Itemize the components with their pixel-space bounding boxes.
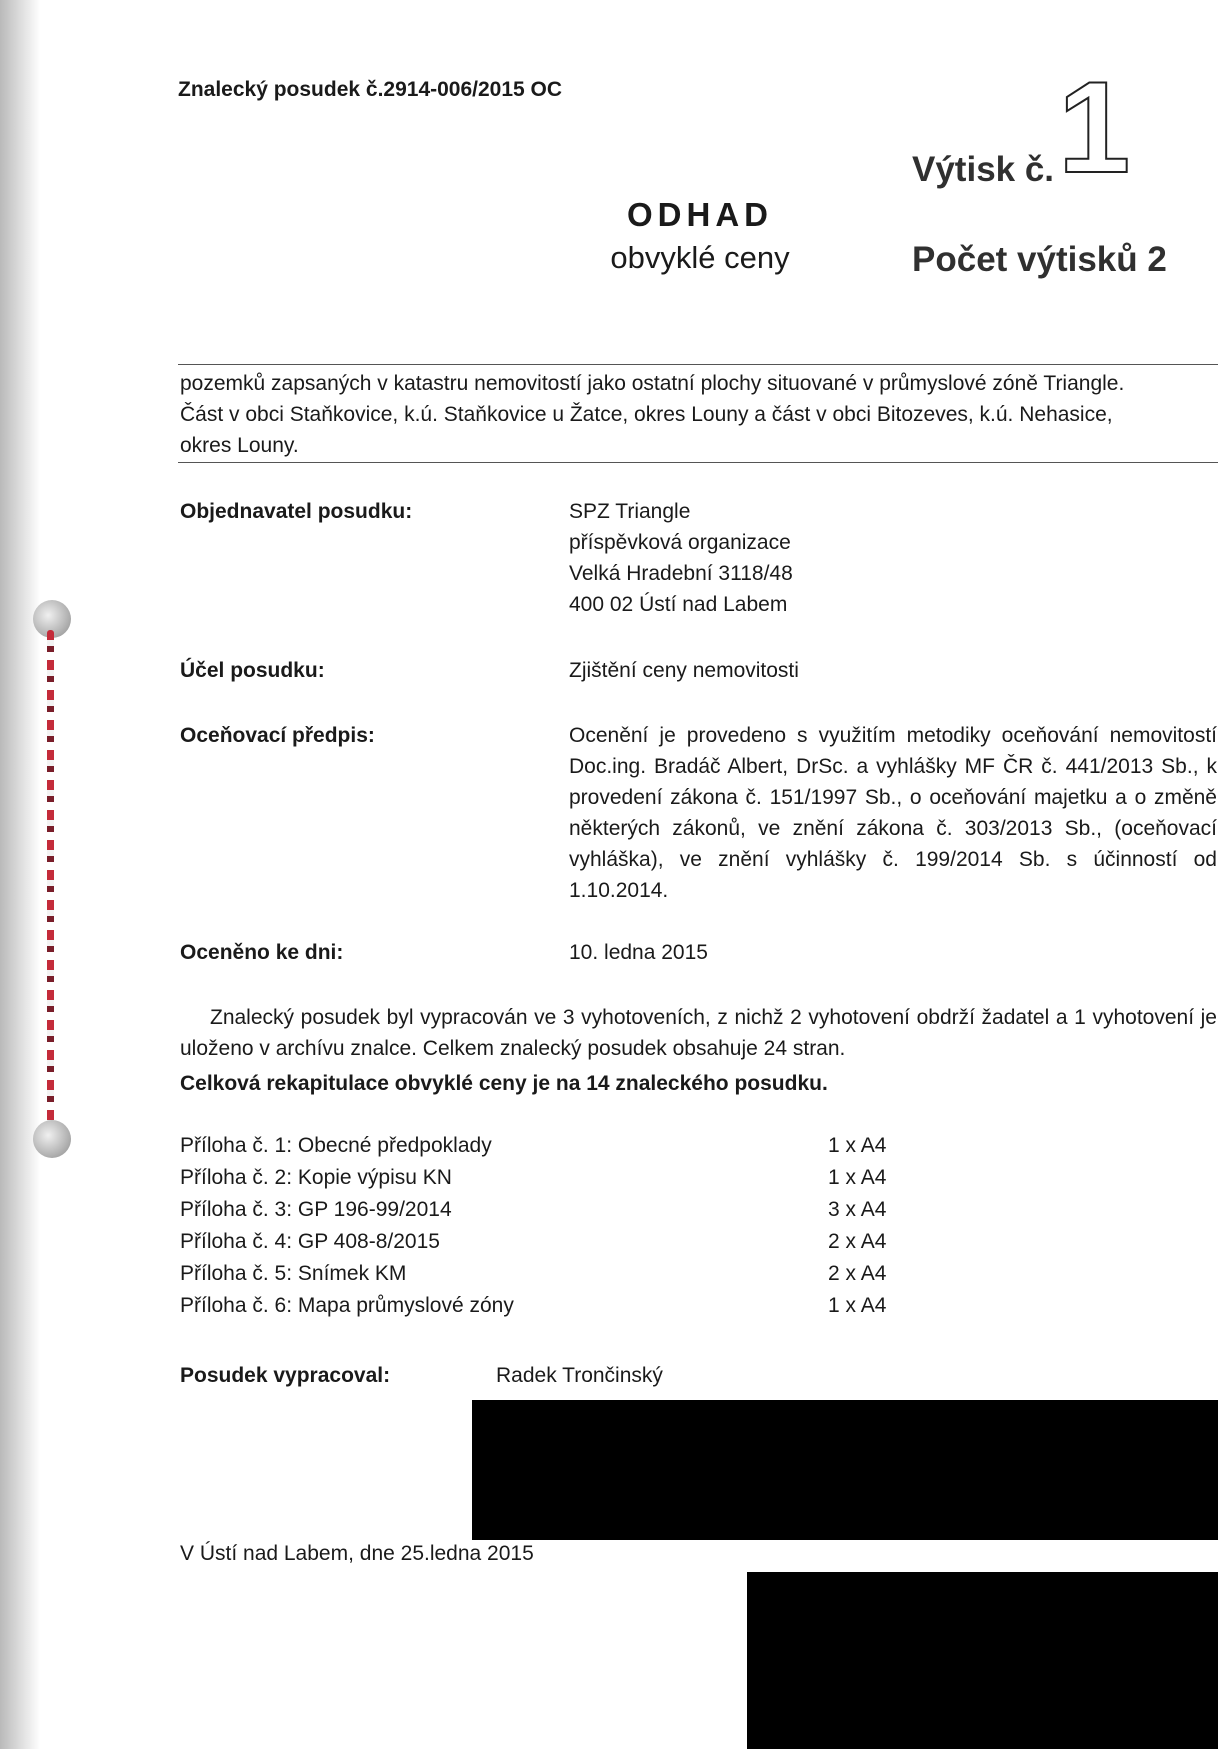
- attachment-row: [180, 1194, 900, 1225]
- attachment-row: [180, 1226, 900, 1257]
- summary-bold-line: Celková rekapitulace obvyklé ceny je na 14 znaleckého posudku.: [180, 1072, 828, 1095]
- attachment-count: 2 x A4: [828, 1262, 887, 1285]
- copies-total: Počet výtisků 2: [912, 240, 1167, 279]
- subject-line: okres Louny.: [180, 434, 299, 457]
- attachment-count: 1 x A4: [828, 1294, 887, 1317]
- valuation-date-value: 10. ledna 2015: [569, 941, 708, 964]
- client-line: Velká Hradební 3118/48: [569, 562, 793, 585]
- redaction-block: [472, 1400, 1218, 1540]
- attachment-row: [180, 1258, 900, 1289]
- purpose-value: Zjištění ceny nemovitosti: [569, 659, 799, 682]
- copy-number: 1: [1058, 54, 1131, 200]
- subject-rule-top: [178, 364, 1218, 365]
- attachment-name: Příloha č. 1: Obecné předpoklady: [180, 1134, 492, 1157]
- attachment-count: 1 x A4: [828, 1134, 887, 1157]
- summary-text: Znalecký posudek byl vypracován ve 3 vyhotoveních, z nichž 2 vyhotovení obdrží žadatel a 1 vyhotovení je uloženo v archívu znalce. Celkem znalecký posudek obsahuje 24 stran.: [180, 1006, 1217, 1060]
- attachment-name: Příloha č. 2: Kopie výpisu KN: [180, 1166, 452, 1189]
- client-line: 400 02 Ústí nad Labem: [569, 593, 788, 616]
- client-address: [569, 496, 1089, 620]
- purpose-label: Účel posudku:: [180, 659, 325, 682]
- attachment-count: 3 x A4: [828, 1198, 887, 1221]
- attachment-row: [180, 1130, 900, 1161]
- author-label: Posudek vypracoval:: [180, 1364, 391, 1387]
- report-number: Znalecký posudek č.2914-006/2015 OC: [178, 78, 563, 101]
- attachment-name: Příloha č. 6: Mapa průmyslové zóny: [180, 1294, 514, 1317]
- binding-eyelet-bottom: [33, 1120, 71, 1158]
- attachment-name: Příloha č. 3: GP 196-99/2014: [180, 1198, 452, 1221]
- document-subtitle: obvyklé ceny: [610, 240, 790, 275]
- regulation-value: Ocenění je provedeno s využitím metodiky oceňování nemovitostí Doc.ing. Bradáč Albert, DrSc. a vyhlášky MF ČR č. 441/2013 Sb., k provedení zákona č. 151/1997 Sb., o oceňování majetku a o změně některých zákonů, ve znění zákona č. 303/2013 Sb., (oceňovací vyhláška), ve znění vyhlášky č. 199/2014 Sb. s účinností od 1.10.2014.: [569, 724, 1217, 902]
- attachment-count: 1 x A4: [828, 1166, 887, 1189]
- client-label: Objednavatel posudku:: [180, 500, 413, 523]
- document-title: ODHAD: [627, 196, 773, 233]
- redaction-block: [747, 1572, 1218, 1749]
- page-edge-shadow: [0, 0, 40, 1749]
- client-line: SPZ Triangle: [569, 500, 691, 523]
- regulation-label: Oceňovací předpis:: [180, 724, 375, 747]
- subject-line: pozemků zapsaných v katastru nemovitostí jako ostatní plochy situované v průmyslové zóně Triangle.: [180, 372, 1125, 395]
- valuation-date-label: Oceněno ke dni:: [180, 941, 344, 964]
- attachment-count: 2 x A4: [828, 1230, 887, 1253]
- attachment-name: Příloha č. 4: GP 408-8/2015: [180, 1230, 440, 1253]
- binding-cord: [47, 630, 54, 1140]
- subject-line: Část v obci Staňkovice, k.ú. Staňkovice u Žatce, okres Louny a část v obci Bitozeves, k.ú. Nehasice,: [180, 403, 1113, 426]
- place-and-date: V Ústí nad Labem, dne 25.ledna 2015: [180, 1542, 534, 1565]
- subject-description: [180, 368, 1220, 461]
- attachment-row: [180, 1290, 900, 1321]
- subject-rule-bottom: [178, 462, 1218, 463]
- attachment-row: [180, 1162, 900, 1193]
- attachment-name: Příloha č. 5: Snímek KM: [180, 1262, 407, 1285]
- author-name: Radek Trončinský: [496, 1364, 663, 1387]
- copy-label: Výtisk č.: [912, 150, 1055, 189]
- client-line: příspěvková organizace: [569, 531, 791, 554]
